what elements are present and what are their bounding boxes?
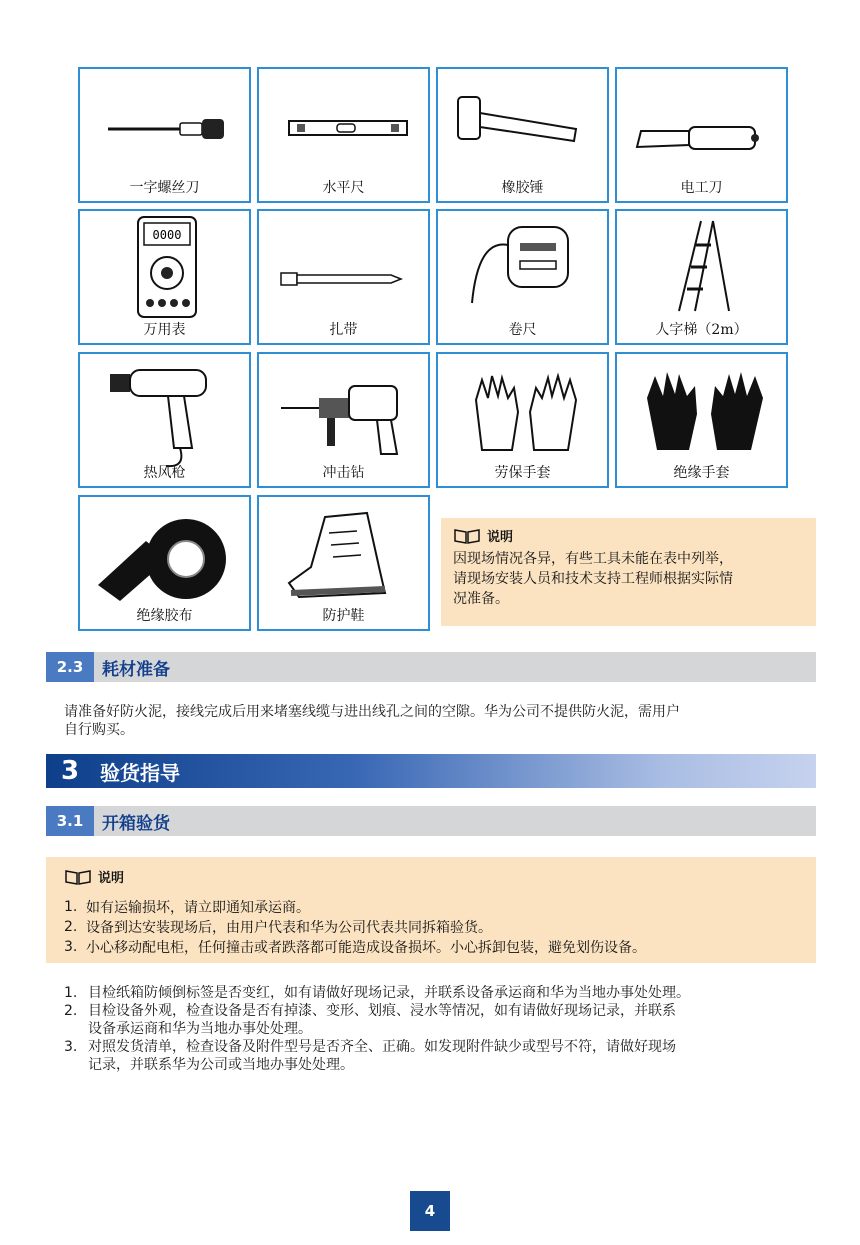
step-number: 2. bbox=[64, 1003, 78, 1019]
note-line: 请现场安装人员和技术支持工程师根据实际情 bbox=[453, 571, 733, 587]
page-number: 4 bbox=[410, 1191, 450, 1231]
note-title: 说明 bbox=[487, 530, 514, 545]
tool-cell-screwdriver bbox=[78, 67, 251, 203]
section-title: 开箱验货 bbox=[102, 813, 170, 834]
note-item bbox=[64, 938, 798, 958]
tool-label: 扎带 bbox=[329, 322, 358, 338]
tool-cell-insulated-gloves bbox=[615, 352, 788, 488]
note-box bbox=[46, 857, 816, 963]
tool-label: 电工刀 bbox=[680, 180, 723, 196]
note-item-text: 小心移动配电柜，任何撞击或者跌落都可能造成设备损坏。小心拆卸包装，避免划伤设备。 bbox=[86, 940, 646, 956]
svg-text:0000: 0000 bbox=[152, 228, 182, 242]
tool-cell-hammer-drill bbox=[257, 352, 430, 488]
section-header bbox=[46, 806, 816, 836]
section-header bbox=[46, 652, 816, 682]
step-text bbox=[88, 1002, 676, 1038]
paragraph-line: 自行购买。 bbox=[64, 722, 134, 738]
tool-cell-insulating-tape bbox=[78, 495, 251, 631]
note-item-text: 如有运输损坏，请立即通知承运商。 bbox=[86, 900, 310, 916]
chapter-header bbox=[46, 754, 816, 788]
tool-label: 水平尺 bbox=[322, 180, 365, 196]
note-box bbox=[441, 518, 816, 626]
note-title: 说明 bbox=[98, 871, 125, 886]
tool-cell-cable-tie bbox=[257, 209, 430, 345]
note-item bbox=[64, 898, 798, 918]
note-line: 因现场情况各异，有些工具未能在表中列举， bbox=[453, 551, 733, 567]
step-number: 1. bbox=[64, 985, 78, 1001]
tool-label: 卷尺 bbox=[508, 322, 537, 338]
section-title: 耗材准备 bbox=[102, 659, 170, 680]
tool-label: 橡胶锤 bbox=[501, 180, 544, 196]
tool-label: 万用表 bbox=[143, 322, 186, 338]
tool-label: 绝缘手套 bbox=[673, 465, 730, 481]
section-number: 2.3 bbox=[46, 652, 94, 682]
note-header bbox=[64, 867, 798, 886]
inspection-steps bbox=[64, 984, 814, 1074]
tool-cell-heat-gun bbox=[78, 352, 251, 488]
tool-label: 绝缘胶布 bbox=[136, 608, 193, 624]
tool-label: 人字梯（2m） bbox=[655, 322, 748, 338]
tool-label: 冲击钻 bbox=[322, 465, 365, 481]
tool-cell-multimeter bbox=[78, 209, 251, 345]
book-icon bbox=[64, 869, 92, 885]
section-number: 3.1 bbox=[46, 806, 94, 836]
tool-label: 劳保手套 bbox=[494, 465, 551, 481]
note-item-number: 3. bbox=[64, 939, 78, 955]
chapter-title: 验货指导 bbox=[100, 760, 180, 785]
tool-cell-tape-measure bbox=[436, 209, 609, 345]
note-item bbox=[64, 918, 798, 938]
note-header bbox=[453, 526, 804, 545]
note-item-text: 设备到达安装现场后，由用户代表和华为公司代表共同拆箱验货。 bbox=[86, 920, 492, 936]
note-item-number: 2. bbox=[64, 919, 78, 935]
paragraph-line: 请准备好防火泥，接线完成后用来堵塞线缆与进出线孔之间的空隙。华为公司不提供防火泥，需用户 bbox=[64, 704, 680, 720]
tool-cell-ladder bbox=[615, 209, 788, 345]
note-line: 况准备。 bbox=[453, 591, 509, 607]
tool-cell-level bbox=[257, 67, 430, 203]
tool-cell-safety-shoes bbox=[257, 495, 430, 631]
section-paragraph bbox=[64, 703, 814, 739]
book-icon bbox=[453, 528, 481, 544]
tool-label: 热风枪 bbox=[143, 465, 186, 481]
step-item bbox=[64, 984, 814, 1002]
step-text bbox=[88, 1038, 676, 1074]
step-line: 对照发货清单，检查设备及附件型号是否齐全、正确。如发现附件缺少或型号不符，请做好现场 bbox=[88, 1039, 676, 1055]
step-line: 记录，并联系华为公司或当地办事处处理。 bbox=[88, 1057, 354, 1073]
chapter-number: 3 bbox=[60, 756, 80, 786]
step-item bbox=[64, 1038, 814, 1074]
tool-cell-work-gloves bbox=[436, 352, 609, 488]
tool-label: 防护鞋 bbox=[322, 608, 365, 624]
note-item-number: 1. bbox=[64, 899, 78, 915]
tool-label: 一字螺丝刀 bbox=[129, 180, 200, 196]
tool-cell-knife bbox=[615, 67, 788, 203]
step-item bbox=[64, 1002, 814, 1038]
step-line: 设备承运商和华为当地办事处处理。 bbox=[88, 1021, 312, 1037]
step-line: 目检设备外观，检查设备是否有掉漆、变形、划痕、浸水等情况，如有请做好现场记录，并联系 bbox=[88, 1003, 676, 1019]
tool-cell-mallet bbox=[436, 67, 609, 203]
step-text: 目检纸箱防倾倒标签是否变红，如有请做好现场记录，并联系设备承运商和华为当地办事处处理。 bbox=[88, 985, 690, 1001]
step-number: 3. bbox=[64, 1039, 78, 1055]
note-text bbox=[453, 549, 804, 609]
note-list bbox=[64, 898, 798, 958]
